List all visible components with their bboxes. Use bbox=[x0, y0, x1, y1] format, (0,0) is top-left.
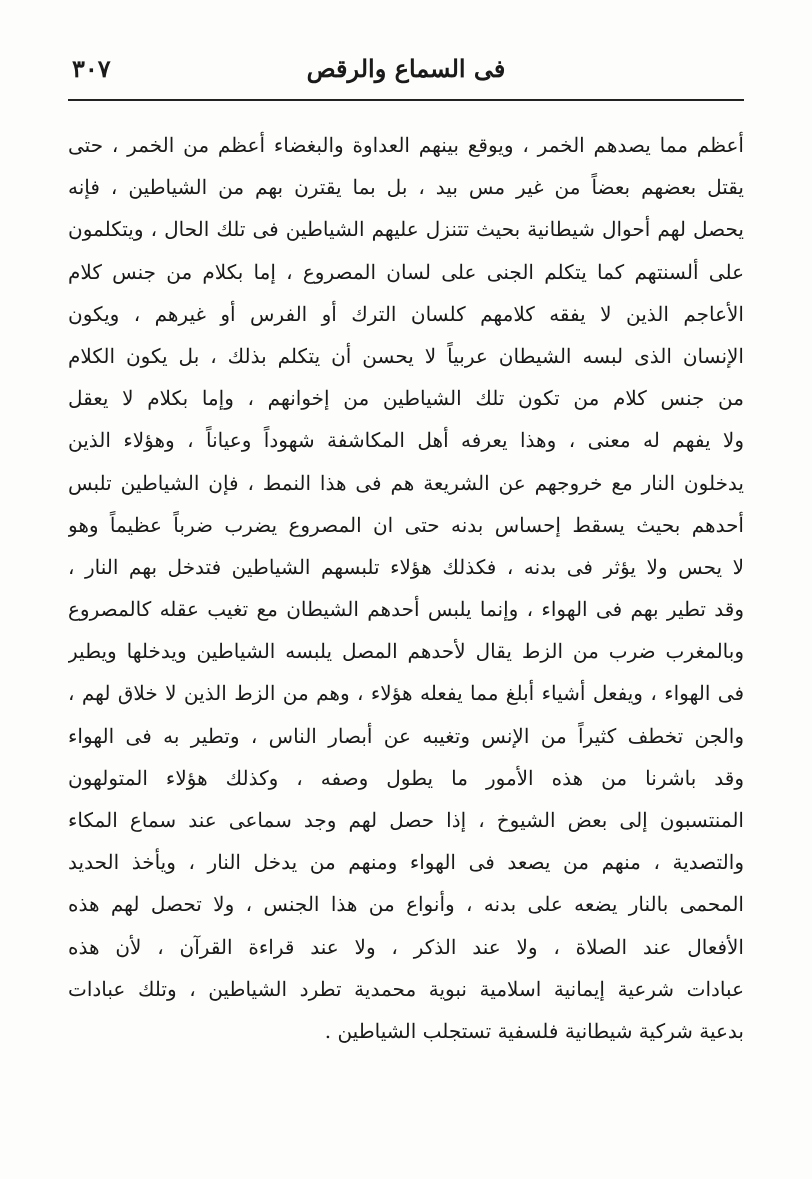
text-line: على ألسنتهم كما يتكلم الجنى على لسان المصروع ، إما بكلام من جنس كلام bbox=[68, 259, 744, 284]
text-line: الأعاجم الذين لا يفقه كلامهم كلسان الترك أو الفرس أو غيرهم ، ويكون bbox=[68, 301, 744, 326]
text-line: والجن تخطف كثيراً من الإنس وتغيبه عن أبصار الناس ، وتطير به فى الهواء bbox=[68, 723, 744, 748]
text-line: لا يحس ولا يؤثر فى بدنه ، فكذلك هؤلاء تلبسهم الشياطين فتدخل بهم النار ، bbox=[68, 554, 744, 579]
page-number: ٣٠٧ bbox=[72, 54, 111, 83]
text-line: وقد باشرنا من هذه الأمور ما يطول وصفه ، وكذلك هؤلاء المتولهون bbox=[68, 765, 744, 790]
body-text bbox=[68, 124, 744, 1052]
text-line: المنتسبون إلى بعض الشيوخ ، إذا حصل لهم وجد سماعى عند سماع المكاء bbox=[68, 808, 744, 832]
text-line: الإنسان الذى لبسه الشيطان عربياً لا يحسن أن يتكلم بذلك ، بل يكون الكلام bbox=[68, 343, 744, 368]
text-line: ولا يفهم له معنى ، وهذا يعرفه أهل المكاشفة شهوداً وعياناً ، وهؤلاء الذين bbox=[68, 428, 744, 453]
page-header bbox=[68, 48, 744, 94]
text-line: عبادات شرعية إيمانية اسلامية نبوية محمدية تطرد الشياطين ، وتلك عبادات bbox=[68, 976, 744, 1001]
text-line: أحدهم بحيث يسقط إحساس بدنه حتى ان المصروع يضرب ضرباً عظيماً وهو bbox=[68, 512, 744, 537]
text-line: وقد تطير بهم فى الهواء ، وإنما يلبس أحدهم الشيطان مع تغيب عقله كالمصروع bbox=[68, 597, 744, 622]
text-line: والتصدية ، منهم من يصعد فى الهواء ومنهم من يدخل النار ، ويأخذ الحديد bbox=[68, 850, 744, 875]
running-title: فى السماع والرقص bbox=[306, 54, 506, 83]
header-rule bbox=[68, 99, 744, 101]
text-line: يقتل بعضهم بعضاً من غير مس بيد ، بل بما يقترن بهم من الشياطين ، فإنه bbox=[68, 175, 744, 200]
text-line: أعظم مما يصدهم الخمر ، ويوقع بينهم العداوة والبغضاء أعظم من الخمر ، حتى bbox=[68, 133, 744, 157]
text-line: وبالمغرب ضرب من الزط يقال لأحدهم المصل يلبسه الشياطين ويدخلها ويطير bbox=[68, 639, 744, 664]
text-line: المحمى بالنار يضعه على بدنه ، وأنواع من هذا الجنس ، ولا تحصل لهم هذه bbox=[68, 892, 744, 917]
text-line: من جنس كلام من تكون تلك الشياطين من إخوانهم ، وإما بكلام لا يعقل bbox=[68, 386, 744, 411]
text-line: فى الهواء ، ويفعل أشياء أبلغ مما يفعله هؤلاء ، وهم من الزط الذين لا خلاق لهم ، bbox=[68, 681, 744, 706]
text-line: الأفعال عند الصلاة ، ولا عند الذكر ، ولا عند قراءة القرآن ، لأن هذه bbox=[68, 934, 744, 959]
text-line: يدخلون النار مع خروجهم عن الشريعة هم فى هذا النمط ، فإن الشياطين تلبس bbox=[68, 470, 744, 495]
text-line-final: بدعية شركية شيطانية فلسفية تستجلب الشياطين . bbox=[324, 1018, 744, 1043]
text-line: يحصل لهم أحوال شيطانية بحيث تتنزل عليهم الشياطين فى تلك الحال ، ويتكلمون bbox=[68, 217, 744, 242]
